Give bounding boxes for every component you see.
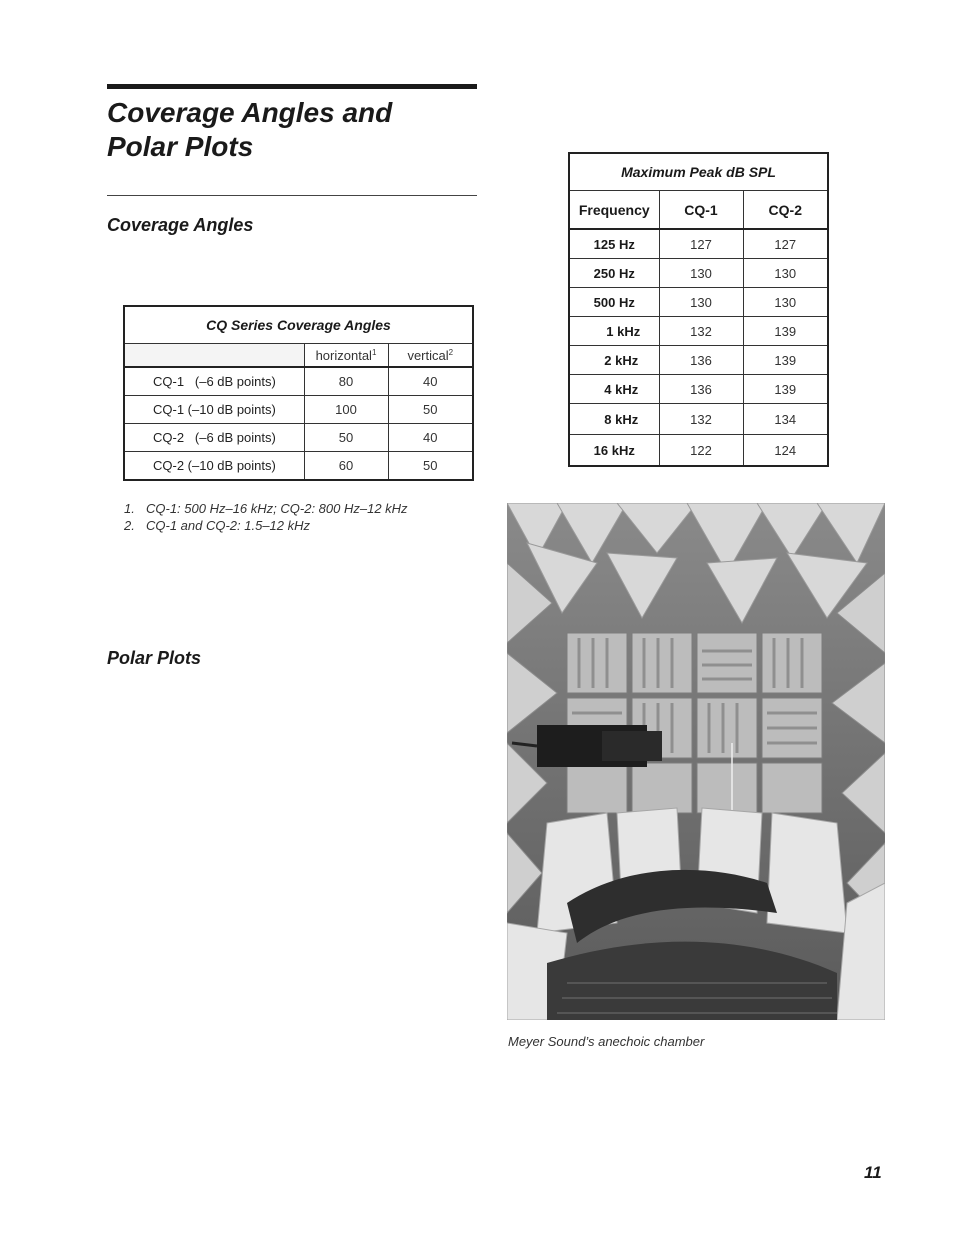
spl-row-cq2: 139 [743,346,828,375]
footnote-number: 2. [124,518,135,533]
spl-row-cq1: 136 [659,346,743,375]
table-row [124,452,473,481]
spl-row-cq2: 134 [743,404,828,435]
spl-header-frequency: Frequency [569,191,659,230]
spl-row-cq2: 130 [743,259,828,288]
coverage-footnotes [124,500,408,534]
spl-row-cq2: 124 [743,435,828,467]
coverage-row-vertical: 40 [388,424,473,452]
spl-row-cq1: 130 [659,259,743,288]
coverage-row-label: CQ-2 (–10 dB points) [124,452,304,481]
coverage-header-blank [124,344,304,368]
coverage-angles-heading: Coverage Angles [107,215,254,235]
footnote [124,517,408,534]
table-row [569,375,828,404]
coverage-row-vertical: 50 [388,396,473,424]
spl-row-cq2: 127 [743,229,828,259]
horizontal-label: horizontal [315,347,372,363]
spl-row-frequency: 16 kHz [569,435,659,467]
coverage-row-horizontal: 80 [304,367,388,396]
vertical-label: vertical [407,347,449,363]
page-title-line-1: Coverage Angles and [107,97,393,128]
coverage-row-horizontal: 50 [304,424,388,452]
coverage-row-vertical: 40 [388,367,473,396]
footnote-text: CQ-1 and CQ-2: 1.5–12 kHz [146,518,311,533]
coverage-row-label: CQ-1 (–6 dB points) [124,367,304,396]
table-row [569,404,828,435]
coverage-row-horizontal: 100 [304,396,388,424]
coverage-row-label: CQ-1 (–10 dB points) [124,396,304,424]
table-row [124,396,473,424]
spl-row-cq2: 130 [743,288,828,317]
spl-header-cq1: CQ-1 [659,191,743,230]
spl-row-cq2: 139 [743,317,828,346]
footnote [124,500,408,517]
footnote-number: 1. [124,501,135,516]
anechoic-chamber-illustration [507,503,885,1020]
spl-table-caption: Maximum Peak dB SPL [569,153,828,191]
table-row [569,317,828,346]
page-number: 11 [864,1163,882,1182]
spl-row-cq1: 122 [659,435,743,467]
spl-row-frequency: 8 kHz [569,404,659,435]
horizontal-footnote-mark: 1 [371,347,377,357]
max-peak-spl-table [568,152,829,467]
spl-row-frequency: 4 kHz [569,375,659,404]
table-row [124,424,473,452]
spl-row-cq2: 139 [743,375,828,404]
page-title [107,96,477,164]
coverage-table-caption: CQ Series Coverage Angles [124,306,473,344]
coverage-header-vertical [388,344,473,368]
coverage-row-vertical: 50 [388,452,473,481]
spl-row-frequency: 125 Hz [569,229,659,259]
table-row [569,229,828,259]
anechoic-chamber-photo [507,503,885,1020]
spl-row-cq1: 136 [659,375,743,404]
title-top-rule [107,84,477,89]
coverage-row-label: CQ-2 (–6 dB points) [124,424,304,452]
spl-row-cq1: 130 [659,288,743,317]
spl-row-frequency: 250 Hz [569,259,659,288]
table-row [569,346,828,375]
coverage-header-horizontal [304,344,388,368]
table-row [569,435,828,467]
spl-row-cq1: 132 [659,317,743,346]
table-row [569,259,828,288]
title-divider [107,195,477,196]
table-row [124,367,473,396]
vertical-footnote-mark: 2 [448,347,454,357]
footnote-text: CQ-1: 500 Hz–16 kHz; CQ-2: 800 Hz–12 kHz [146,501,408,516]
page-title-line-2: Polar Plots [107,131,254,162]
spl-header-cq2: CQ-2 [743,191,828,230]
spl-row-cq1: 127 [659,229,743,259]
spl-row-cq1: 132 [659,404,743,435]
spl-row-frequency: 500 Hz [569,288,659,317]
spl-row-frequency: 2 kHz [569,346,659,375]
table-row [569,288,828,317]
photo-caption: Meyer Sound’s anechoic chamber [508,1034,705,1049]
polar-plots-heading: Polar Plots [107,648,202,668]
coverage-row-horizontal: 60 [304,452,388,481]
spl-row-frequency: 1 kHz [569,317,659,346]
coverage-angles-table [123,305,474,481]
